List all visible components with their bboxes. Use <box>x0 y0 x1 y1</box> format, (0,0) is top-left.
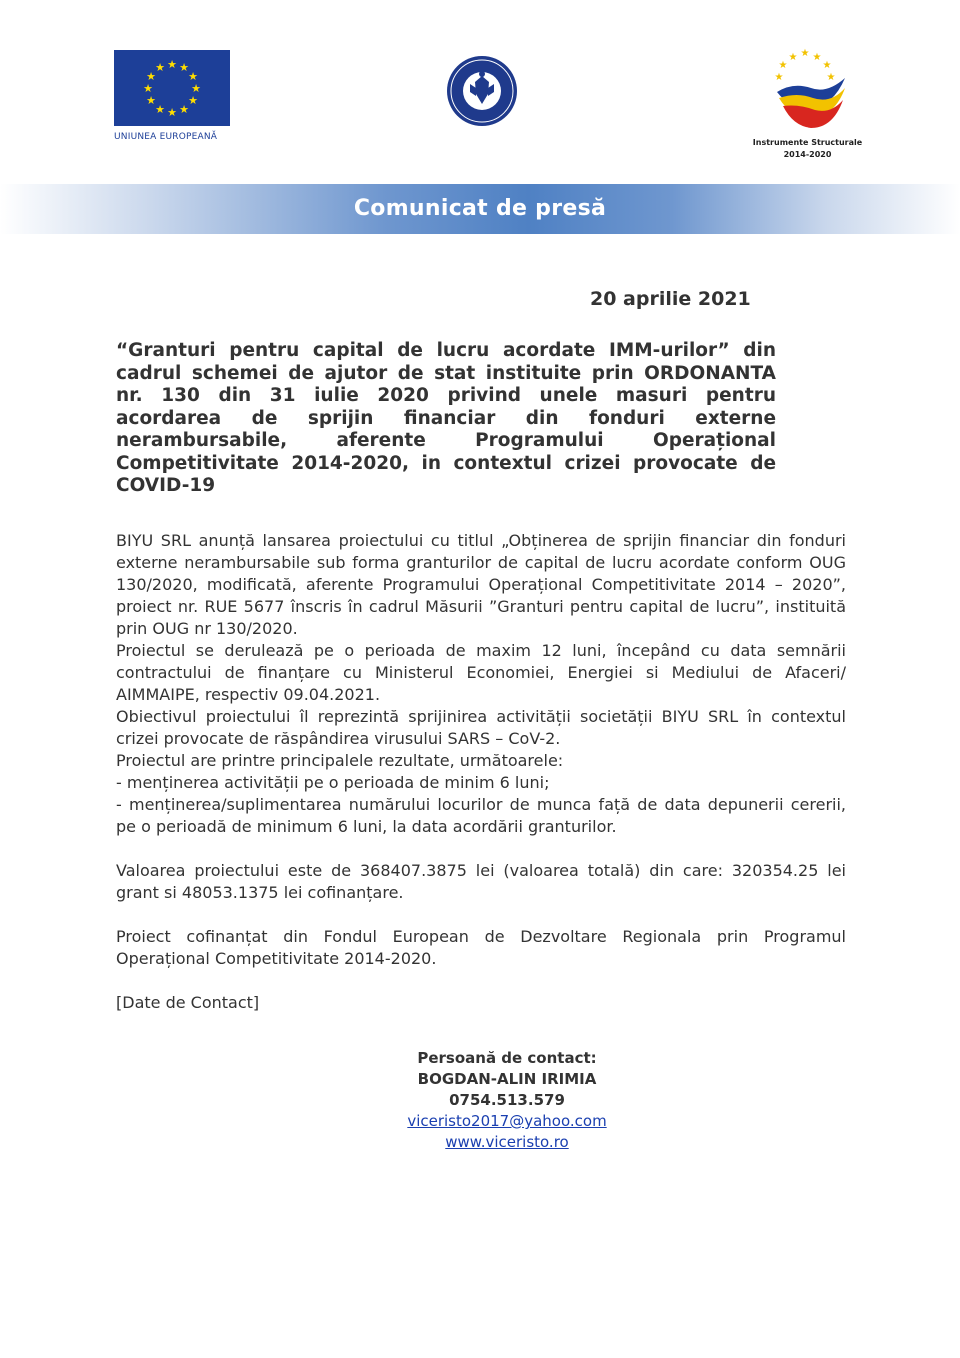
svg-text:★: ★ <box>167 106 177 119</box>
svg-text:★: ★ <box>167 58 177 71</box>
eu-caption: UNIUNEA EUROPEANĂ <box>114 132 218 142</box>
is-caption-line2: 2014-2020 <box>783 150 832 159</box>
svg-text:★: ★ <box>155 103 165 116</box>
is-caption-line1: Instrumente Structurale <box>752 138 863 147</box>
svg-text:★: ★ <box>826 72 835 83</box>
svg-text:★: ★ <box>179 61 189 74</box>
svg-text:★: ★ <box>143 82 153 95</box>
svg-text:★: ★ <box>812 52 821 63</box>
svg-text:★: ★ <box>146 94 156 107</box>
paragraph-objective: Obiectivul proiectului îl reprezintă sprijinirea activității societății BIYU SRL în contextul crizei provocate de răspândirea virusului SARS – CoV-2. <box>116 707 846 748</box>
svg-text:★: ★ <box>188 94 198 107</box>
list-item: - menținerea/suplimentarea numărului locurilor de munca față de data depunerii cererii, pe o perioadă de minimum 6 luni, la data acordării granturilor. <box>116 795 846 836</box>
list-item: - menținerea activității pe o perioada de minim 6 luni; <box>116 773 550 792</box>
contact-website-link[interactable]: www.viceristo.ro <box>445 1133 569 1151</box>
paragraph-cofinance: Proiect cofinanțat din Fondul European de Dezvoltare Regionala prin Programul Operațional Competitivitate 2014-2020. <box>116 927 846 968</box>
paragraph-results: Proiectul are printre principalele rezultate, următoarele: <box>116 751 564 770</box>
svg-text:★: ★ <box>146 70 156 83</box>
eu-logo <box>114 50 234 142</box>
banner-title: Comunicat de presă <box>353 196 607 221</box>
contact-block <box>380 1048 634 1153</box>
svg-text:★: ★ <box>800 48 809 59</box>
contact-phone: 0754.513.579 <box>449 1091 565 1109</box>
paragraph-announcement: BIYU SRL anunță lansarea proiectului cu titlul „Obținerea de sprijin financiar din fonduri externe nerambursabile sub forma granturilor de capital de lucru acordate conform OUG 130/2020, modificată, aferente Programului Operațional Competitivitate 2014 – 2020”, proiect nr. RUE 5677 înscris în cadrul Măsurii ”Granturi pentru capital de lucru”, instituită prin OUG nr 130/2020. <box>116 531 846 638</box>
svg-text:★: ★ <box>155 61 165 74</box>
svg-text:★: ★ <box>191 82 201 95</box>
svg-text:★: ★ <box>788 52 797 63</box>
svg-text:★: ★ <box>822 60 831 71</box>
contact-email-link[interactable]: viceristo2017@yahoo.com <box>407 1112 607 1130</box>
svg-text:★: ★ <box>179 103 189 116</box>
paragraph-value: Valoarea proiectului este de 368407.3875 lei (valoarea totală) din care: 320354.25 lei grant si 48053.1375 lei cofinanțare. <box>116 861 846 902</box>
body-text <box>116 530 846 1014</box>
contact-heading: [Date de Contact] <box>116 993 260 1012</box>
svg-text:★: ★ <box>188 70 198 83</box>
svg-text:★: ★ <box>778 60 787 71</box>
release-date: 20 aprilie 2021 <box>590 288 751 310</box>
press-release-banner <box>0 184 960 234</box>
instrumente-structurale-logo <box>745 44 870 160</box>
headline: “Granturi pentru capital de lucru acordate IMM-urilor” din cadrul schemei de ajutor de stat instituite prin ORDONANTA nr. 130 din 31 iulie 2020 privind unele masuri pentru acordarea de sprijin financiar din fonduri externe nerambursabile, aferente Programului Operațional Competitivitate 2014-2020, in contextul crizei provocate de COVID-19 <box>116 340 776 496</box>
svg-text:★: ★ <box>774 72 783 83</box>
spacer <box>116 970 846 992</box>
eu-flag-icon <box>114 50 230 126</box>
instrumente-structurale-icon <box>753 44 863 132</box>
contact-name: BOGDAN-ALIN IRIMIA <box>417 1070 597 1088</box>
spacer <box>116 904 846 926</box>
paragraph-duration: Proiectul se derulează pe o perioada de maxim 12 luni, începând cu data semnării contractului de finanțare cu Ministerul Economiei, Energiei si Mediului de Afaceri/ AIMMAIPE, respectiv 09.04.2021. <box>116 641 846 704</box>
contact-label: Persoană de contact: <box>417 1049 597 1067</box>
spacer <box>116 838 846 860</box>
government-seal-icon <box>442 54 522 128</box>
